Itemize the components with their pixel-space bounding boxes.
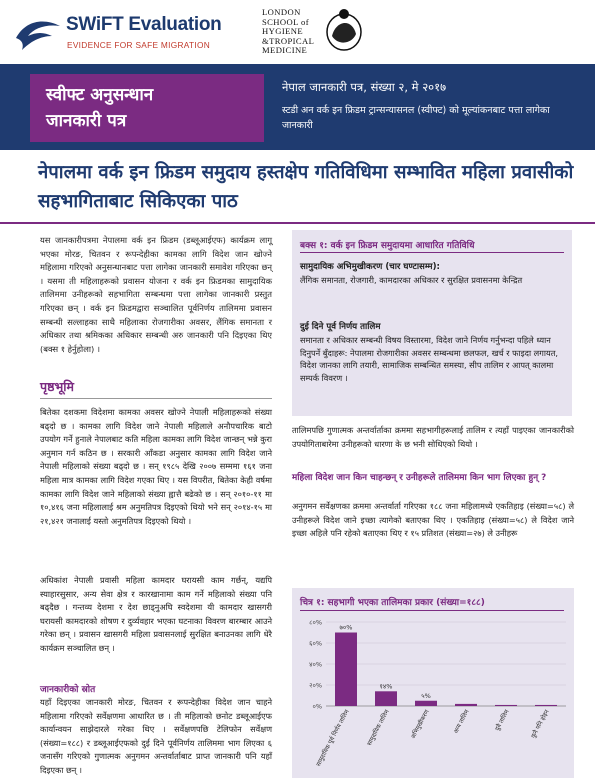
bar — [415, 701, 437, 706]
data-label: ७०% — [339, 623, 353, 632]
brief-type-tab — [30, 74, 264, 142]
x-tick-label: अभिमुखीकरण — [409, 708, 431, 741]
body-paragraph: अनुगमन सर्वेक्षणका क्रममा अन्तर्वार्ता गरिएका १८८ जना महिलामध्ये एकतिहाइ (संख्या=५८) ले उनीहरूले विदेश जाने इच्छा त्यागेको बताएका थिए । एकतिहाइ (संख्या=५८) ले विदेश जाने इच्छा अहिले पनि रहेको बताएका थिए र १५ प्रतिशत (संख्या=२७) ले उनीहरू — [292, 501, 574, 539]
box-title: बक्स १: वर्क इन फ्रिडम समुदायमा आधारित गतिविधि — [300, 241, 475, 251]
intro-paragraph: यस जानकारीपत्रमा नेपालमा वर्क इन फ्रिडम (डब्लूआईएफ) कार्यक्रम लागू भएका मोरङ, चितवन र रूपन्देहीका कामका लागि विदेश जान खोज्ने महिलामा गरिएको अनुसन्धानबाट पत्ता लागेका जानकारी समावेश गरिएका छन् । यसमा ती महिलाहरूको प्रवासन योजना र वर्क इन फ्रिडमका सामुदायिक तालिममा उनीहरूको सहभागिता सम्बन्धमा पत्ता लागेका जानकारी प्रस्तुत गरिएका छन् । वर्क इन फ्रिडमद्वारा सञ्चालित पूर्वनिर्णय तालिममा प्रवासन सम्बन्धी सल्लाहका साथै महिलाका रोजगारीका अवसर, लैंगिक समानता र अधिकार तथा श्रमिकका अधिकार सम्बन्धी अरु जानकारी पनि दिइएका थिए (बक्स १ हेर्नुहोला) । — [40, 235, 272, 354]
lshtm-line: HYGIENE — [262, 26, 303, 37]
lshtm-text — [262, 8, 314, 56]
y-tick-label: ६०% — [309, 639, 322, 648]
box-text: समानता र अधिकार सम्बन्धी विषय विस्तारमा, विदेश जाने निर्णय गर्नुभन्दा पहिले ध्यान दिनुपर्ने बुँदाहरू: नेपालमा रोजगारीका अवसर सम्बन्धमा छलफल, खर्च र फाइदा लगायत, विदेश जानका लागि तयारी, सामाजिक सम्बन्धित समस्या, सीप तालिम र आपत् कालमा सम्पर्क विवरण । — [300, 335, 558, 383]
x-tick-label: सामुदायिक तालिम — [365, 708, 391, 747]
x-tick-label: दुवै तालिम — [493, 708, 511, 732]
subsection-heading: महिला विदेश जान किन चाहन्छन् र उनीहरूले तालिममा किन भाग लिएका हुन् ? — [292, 473, 547, 483]
lshtm-line: MEDICINE — [262, 45, 308, 56]
bar — [375, 691, 397, 706]
box-heading: दुई दिने पूर्व निर्णय तालिम — [300, 322, 381, 332]
bar — [495, 705, 517, 706]
y-tick-label: २०% — [309, 681, 322, 690]
lshtm-logo — [262, 6, 374, 58]
brief-number: नेपाल जानकारी पत्र, संख्या २, मे २०१७ — [282, 80, 447, 94]
body-paragraph: बितेका दशकमा विदेशमा कामका अवसर खोज्ने नेपाली महिलाहरूको संख्या बढ्दो छ । कामका लागि विदेश जाने नेपाली महिलाले अनौपचारिक बाटो उपयोग गर्ने हुनाले नेपालबाट कति महिला कामका लागि विदेश जान्छन् भन्ने कुरा अनुमान गर्न कठिन छ । सरकारी आँकडा अनुसार कामका लागि विदेश जाने नेपाली महिलाको संख्या बढ्दो छ । सन् १९८५ देखि २००७ सम्ममा १६१ जना महिला मात्र कामका लागि विदेश गएका थिए । यस विपरीत, बितेका केही वर्षमा कामका लागि विदेश जाने महिलाको संख्या ह्वात्तै बढेको छ । सन् २०१०-११ मा १०,४१६ जना महिलालाई श्रम अनुमतिपत्र दिइएको थियो भने सन् २०१४-१५ मा २१,४२१ जनालाई यस्तो अनुमतिपत्र दिइएको थियो । — [40, 407, 272, 526]
page-title: नेपालमा वर्क इन फ्रिडम समुदाय हस्तक्षेप गतिविधिमा सम्भावित महिला प्रवासीको सहभागिताबाट सिकिएका पाठ — [38, 162, 574, 212]
bar — [535, 705, 557, 706]
body-paragraph: तालिमपछि गुणात्मक अन्तर्वार्ताका क्रममा सहभागीहरूलाई तालिम र त्यहाँ पाइएका जानकारीको उपयोगिताबारेमा उनीहरूको धारणा के छ भनी सोधिएको थियो । — [292, 425, 574, 449]
brief-type-label — [46, 82, 153, 134]
brief-type-line: जानकारी पत्र — [46, 111, 127, 131]
swift-logo — [14, 8, 234, 64]
section-heading: पृष्ठभूमि — [40, 379, 74, 394]
data-label: १४% — [379, 682, 393, 691]
box-1 — [292, 230, 572, 416]
x-tick-label: कुनै पनि होइन — [530, 708, 551, 740]
chart-title: चित्र १: सहभागी भएका तालिमका प्रकार (संख्या=१८८) — [300, 598, 485, 608]
header-subtitle: स्टडी अन वर्क इन फ्रिडम ट्रान्सन्यासनल (स्वीफ्ट) को मूल्यांकनबाट पत्ता लागेका जानकारी — [282, 105, 550, 131]
divider — [40, 398, 272, 399]
bird-logo-icon — [14, 14, 62, 54]
crest-icon — [322, 6, 366, 54]
y-tick-label: ०% — [312, 702, 322, 711]
bar — [335, 633, 357, 707]
lshtm-line: LONDON — [262, 7, 301, 17]
subsection-heading: जानकारीको स्रोत — [40, 685, 96, 695]
figure-1 — [292, 588, 574, 778]
body-paragraph: यहाँ दिइएका जानकारी मोरङ, चितवन र रूपन्देहीका विदेश जान चाहने महिलामा गरिएको सर्वेक्षणमा आधारित छ । ती महिलाको छनोट डब्लूआईएफ कार्यान्वयन साझेदारले गरेका थिए । सर्वेक्षणपछि टेलिफोन सर्वेक्षण (संख्या=१८८) र डब्लूआईएफको दुई दिने पूर्वनिर्णय तालिममा भाग लिएका ६ जनासँग गरिएको गुणात्मक अनुगमन अन्तर्वार्ताबाट प्राप्त जानकारी पनि यहाँ दिइएका छन् । — [40, 697, 272, 775]
box-text: लैंगिक समानता, रोजगारी, कामदारका अधिकार र सुरक्षित प्रवासनमा केन्द्रित — [300, 275, 523, 285]
bar-chart — [292, 614, 574, 778]
y-tick-label: ८०% — [309, 618, 322, 627]
x-tick-label: अन्य तालिम — [452, 708, 471, 735]
logo-tagline: EVIDENCE FOR SAFE MIGRATION — [67, 40, 211, 50]
brief-type-line: स्वीफ्ट अनुसन्धान — [46, 85, 154, 105]
bar — [455, 704, 477, 706]
body-paragraph: अधिकांश नेपाली प्रवासी महिला कामदार घरायसी काम गर्छन्, यद्यपि स्याहारसुसार, अन्य सेवा क्षेत्र र कारखानामा काम गर्ने महिलाको संख्या पनि बढ्दैछ । गन्तव्य देशमा र देश छाड्नुअघि स्वदेशमा यी कामदार खासगरी घरायसी कामदारको शोषण र दुर्व्यवहार भएका घटनाका विवरण बारम्बार आउने गरेका छन् । प्रवासन खासगरी महिला प्रवासनलाई सुरक्षित बनाउनका लागि धेरै कार्यक्रम सञ्चालित छन् । — [40, 575, 272, 653]
divider — [300, 252, 564, 253]
divider — [300, 610, 564, 611]
divider — [0, 222, 595, 224]
logo-title: SWiFT Evaluation — [66, 14, 222, 35]
y-tick-label: ४०% — [309, 660, 322, 669]
lshtm-line: SCHOOL of — [262, 16, 309, 27]
data-label: ५% — [421, 691, 431, 700]
x-tick-label: सामुदायिक पूर्व निर्णय तालिम — [315, 708, 351, 768]
box-heading: सामुदायिक अभिमुखीकरण (चार घण्टासम्म): — [300, 262, 440, 272]
lshtm-line: &TROPICAL — [262, 35, 315, 46]
